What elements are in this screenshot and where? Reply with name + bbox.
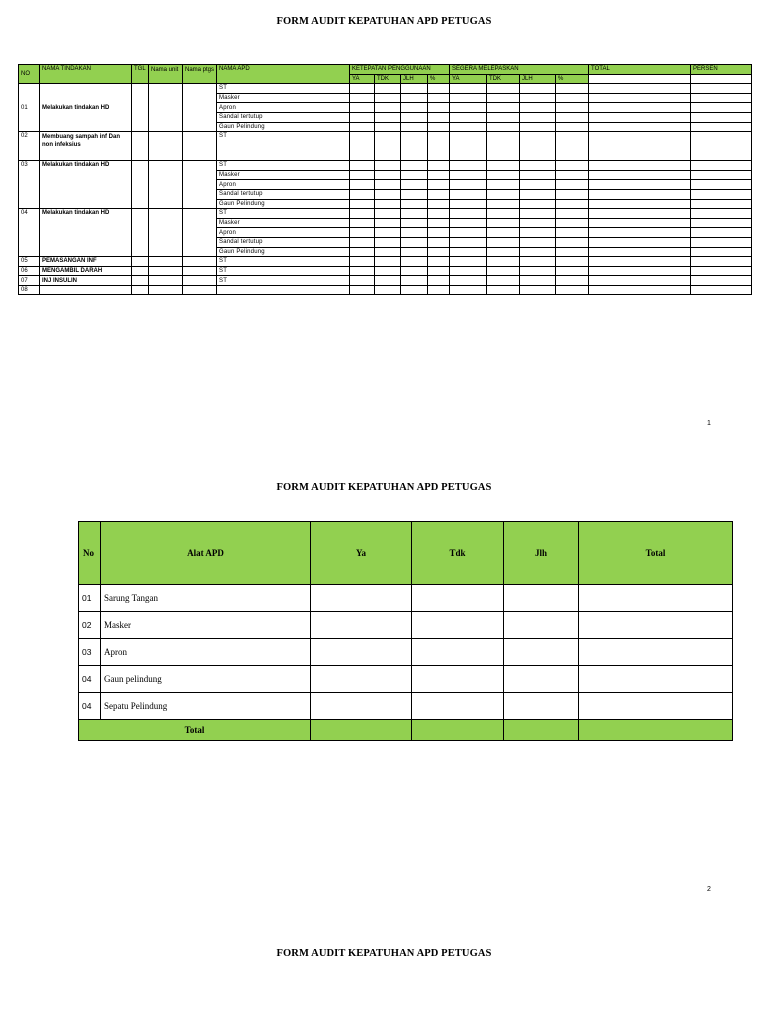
table-row — [79, 666, 733, 693]
col-header-total: Total — [579, 522, 733, 585]
apd-item: Apron — [217, 103, 350, 113]
sub-header-tdk: TDK — [375, 74, 401, 84]
col-header-no: No — [79, 522, 101, 585]
sub-header-ya: YA — [450, 74, 487, 84]
row-tindakan: Melakukan tindakan HD — [40, 161, 132, 209]
row-no: 03 — [19, 161, 40, 209]
apd-item: Masker — [217, 218, 350, 228]
row-no: 02 — [79, 612, 101, 639]
apd-item: ST — [217, 161, 350, 171]
apd-item: ST — [217, 209, 350, 219]
row-tindakan: Melakukan tindakan HD — [40, 84, 132, 132]
apd-item: Apron — [217, 180, 350, 190]
apd-item: Masker — [217, 170, 350, 180]
table-row — [79, 585, 733, 612]
col-header-persen: PERSEN — [691, 65, 752, 75]
row-alat: Sarung Tangan — [101, 585, 311, 612]
row-tindakan: PEMASANGAN INF — [40, 257, 132, 267]
table-row — [79, 612, 733, 639]
apd-item: Sandal tertutup — [217, 237, 350, 247]
audit-table-1 — [18, 64, 752, 295]
col-header-no: NO — [19, 65, 40, 84]
col-header-jlh: Jlh — [504, 522, 579, 585]
apd-item: ST — [217, 257, 350, 267]
apd-item: Gaun Pelindung — [217, 247, 350, 257]
col-header-nama-ptgs: Nama ptgs — [183, 65, 217, 84]
row-tindakan: INJ INSULIN — [40, 276, 132, 286]
col-header-segera: SEGERA MELEPASKAN — [450, 65, 589, 75]
row-no: 04 — [19, 209, 40, 257]
row-alat: Gaun pelindung — [101, 666, 311, 693]
form-title-page3: FORM AUDIT KEPATUHAN APD PETUGAS — [276, 948, 492, 959]
form-title-page1: FORM AUDIT KEPATUHAN APD PETUGAS — [276, 16, 492, 27]
sub-header-tdk: TDK — [487, 74, 520, 84]
total-row-label: Total — [79, 720, 311, 741]
row-no: 01 — [79, 585, 101, 612]
sub-header-jlh: JLH — [520, 74, 556, 84]
table-row — [79, 639, 733, 666]
row-tindakan: Melakukan tindakan HD — [40, 209, 132, 257]
col-header-alat-apd: Alat APD — [101, 522, 311, 585]
row-tindakan: Membuang sampah inf Dan non infeksius — [40, 132, 132, 161]
page-number: 2 — [707, 886, 711, 893]
audit-table-2 — [78, 521, 733, 741]
col-header-nama-tindakan: NAMA TINDAKAN — [40, 65, 132, 84]
apd-item: Masker — [217, 93, 350, 103]
row-no: 03 — [79, 639, 101, 666]
col-header-tgl: TGL — [132, 65, 149, 84]
row-tindakan: MENGAMBIL DARAH — [40, 266, 132, 276]
col-header-nama-unit: Nama unit — [149, 65, 183, 84]
row-alat: Sepatu Pelindung — [101, 693, 311, 720]
apd-item: Sandal tertutup — [217, 112, 350, 122]
apd-item: Gaun Pelindung — [217, 122, 350, 132]
apd-item: Sandal tertutup — [217, 189, 350, 199]
apd-item: ST — [217, 276, 350, 286]
row-no: 07 — [19, 276, 40, 286]
sub-header-jlh: JLH — [401, 74, 428, 84]
row-no: 01 — [19, 84, 40, 132]
row-no: 05 — [19, 257, 40, 267]
sub-header-ya: YA — [350, 74, 375, 84]
col-header-ya: Ya — [311, 522, 412, 585]
apd-item: Gaun Pelindung — [217, 199, 350, 209]
col-header-tdk: Tdk — [412, 522, 504, 585]
sub-header-percent: % — [428, 74, 450, 84]
apd-item: Apron — [217, 228, 350, 238]
sub-header-percent: % — [556, 74, 589, 84]
row-no: 08 — [19, 285, 40, 295]
apd-item: ST — [217, 84, 350, 94]
row-no: 04 — [79, 693, 101, 720]
row-no: 06 — [19, 266, 40, 276]
row-no: 02 — [19, 132, 40, 161]
page-number: 1 — [707, 420, 711, 427]
row-no: 04 — [79, 666, 101, 693]
apd-item: ST — [217, 266, 350, 276]
row-alat: Masker — [101, 612, 311, 639]
row-alat: Apron — [101, 639, 311, 666]
table-row — [79, 693, 733, 720]
form-title-page2: FORM AUDIT KEPATUHAN APD PETUGAS — [276, 482, 492, 493]
col-header-ketepatan: KETEPATAN PENGGUNAAN — [350, 65, 450, 75]
apd-item: ST — [217, 132, 350, 161]
col-header-total: TOTAL — [589, 65, 691, 75]
col-header-nama-apd: NAMA APD — [217, 65, 350, 84]
